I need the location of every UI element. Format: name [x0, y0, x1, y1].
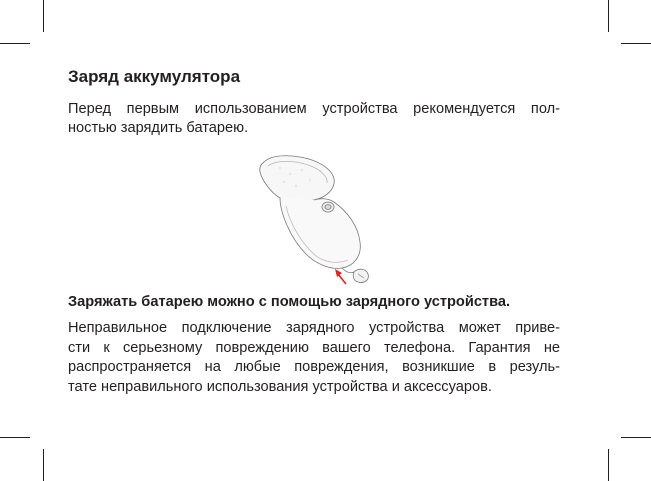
crop-mark-top-right-vertical: [608, 0, 609, 32]
warning-line: тате неправильного использования устройства и аксессуаров.: [68, 378, 492, 395]
crop-mark-top-left-vertical: [43, 0, 44, 32]
crop-mark-bottom-left-horizontal: [0, 437, 30, 438]
phone-charging-icon: [250, 150, 380, 286]
crop-mark-bottom-left-vertical: [43, 449, 44, 481]
page-content: [68, 66, 560, 138]
crop-mark-top-right-horizontal: [621, 43, 651, 44]
section-subheading: Заряжать батарею можно с помощью зарядного устройства.: [68, 294, 511, 310]
intro-paragraph: [68, 100, 560, 138]
warning-line: Неправильное подключение зарядного устройства может приве-: [68, 320, 560, 336]
crop-mark-top-left-horizontal: [0, 43, 30, 44]
intro-line: Перед первым использованием устройства рекомендуется пол-: [68, 101, 560, 117]
crop-mark-bottom-right-vertical: [608, 449, 609, 481]
crop-mark-bottom-right-horizontal: [621, 437, 651, 438]
warning-line: сти к серьезному повреждению вашего телефона. Гарантия не: [68, 339, 560, 356]
page-title: Заряд аккумулятора: [68, 67, 241, 86]
intro-line: ностью зарядить батарею.: [68, 120, 249, 136]
warning-line: распространяется на любые повреждения, возникшие в резуль-: [68, 359, 560, 376]
warning-paragraph: [68, 319, 560, 397]
